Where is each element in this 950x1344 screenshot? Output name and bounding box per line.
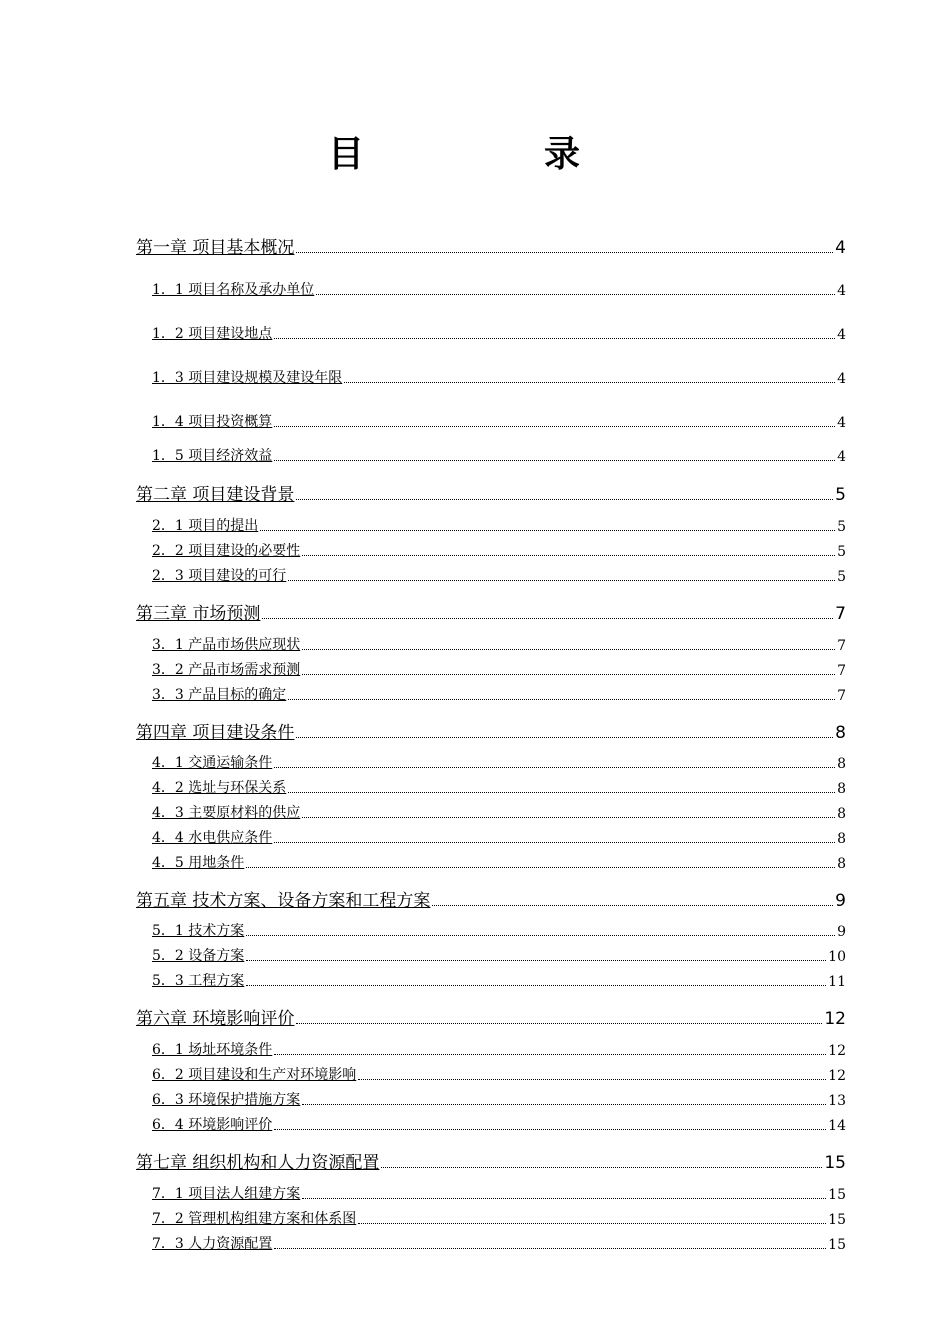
- toc-section-entry[interactable]: [152, 970, 846, 990]
- toc-entry-label: 6．4 环境影响评价: [152, 1117, 273, 1133]
- toc-dot-leader: [296, 499, 833, 500]
- toc-entry-label: 第四章 项目建设条件: [136, 723, 295, 743]
- toc-page-number: 4: [837, 371, 846, 387]
- toc-dot-leader: [358, 1079, 826, 1080]
- toc-dot-leader: [262, 618, 833, 619]
- toc-section-entry[interactable]: [152, 1064, 846, 1084]
- toc-entry-label: 7．1 项目法人组建方案: [152, 1186, 301, 1202]
- toc-page-number: 15: [824, 1153, 846, 1173]
- toc-dot-leader: [274, 1129, 826, 1130]
- toc-entry-label: 第二章 项目建设背景: [136, 485, 295, 505]
- toc-entry-label: 第五章 技术方案、设备方案和工程方案: [136, 891, 431, 911]
- toc-section-entry[interactable]: [152, 684, 846, 704]
- toc-section-entry[interactable]: [152, 1114, 846, 1134]
- toc-dot-leader: [302, 1104, 826, 1105]
- toc-dot-leader: [302, 555, 835, 556]
- toc-section-entry[interactable]: [152, 515, 846, 535]
- toc-dot-leader: [316, 294, 835, 295]
- toc-section-entry[interactable]: [152, 777, 846, 797]
- toc-entry-label: 第七章 组织机构和人力资源配置: [136, 1153, 380, 1173]
- toc-chapter-entry[interactable]: [136, 1004, 846, 1029]
- toc-dot-leader: [296, 1023, 822, 1024]
- toc-dot-leader: [288, 792, 835, 793]
- toc-dot-leader: [288, 580, 835, 581]
- toc-section-entry[interactable]: [152, 852, 846, 872]
- toc-section-entry[interactable]: [152, 752, 846, 772]
- toc-dot-leader: [381, 1167, 822, 1168]
- toc-dot-leader: [274, 842, 835, 843]
- toc-entry-label: 3．1 产品市场供应现状: [152, 637, 301, 653]
- toc-page-number: 8: [837, 831, 846, 847]
- toc-entry-label: 第三章 市场预测: [136, 604, 261, 624]
- toc-dot-leader: [288, 699, 835, 700]
- toc-section-entry[interactable]: [152, 920, 846, 940]
- toc-section-entry[interactable]: [152, 323, 846, 343]
- toc-page-number: 15: [828, 1237, 846, 1253]
- toc-entry-label: 1．5 项目经济效益: [152, 448, 273, 464]
- toc-section-entry[interactable]: [152, 279, 846, 299]
- toc-page-number: 14: [828, 1118, 846, 1134]
- toc-page-number: 5: [837, 519, 846, 535]
- toc-page-number: 8: [837, 856, 846, 872]
- toc-dot-leader: [246, 935, 835, 936]
- toc-entry-label: 4．1 交通运输条件: [152, 755, 273, 771]
- toc-page-number: 5: [837, 569, 846, 585]
- toc-section-entry[interactable]: [152, 802, 846, 822]
- toc-chapter-entry[interactable]: [136, 599, 846, 624]
- toc-section-entry[interactable]: [152, 659, 846, 679]
- toc-section-entry[interactable]: [152, 1089, 846, 1109]
- toc-section-entry[interactable]: [152, 445, 846, 465]
- toc-entry-label: 7．3 人力资源配置: [152, 1236, 273, 1252]
- toc-page-number: 15: [828, 1212, 846, 1228]
- toc-page-number: 13: [828, 1093, 846, 1109]
- toc-page-number: 4: [835, 238, 846, 258]
- toc-dot-leader: [344, 382, 835, 383]
- toc-entry-label: 6．3 环境保护措施方案: [152, 1092, 301, 1108]
- toc-entry-label: 4．4 水电供应条件: [152, 830, 273, 846]
- toc-chapter-entry[interactable]: [136, 233, 846, 258]
- toc-page-number: 12: [828, 1043, 846, 1059]
- toc-dot-leader: [260, 530, 835, 531]
- toc-entry-label: 5．2 设备方案: [152, 948, 245, 964]
- toc-dot-leader: [274, 1054, 826, 1055]
- toc-section-entry[interactable]: [152, 1208, 846, 1228]
- toc-dot-leader: [358, 1223, 826, 1224]
- toc-chapter-entry[interactable]: [136, 886, 846, 911]
- toc-page-number: 9: [835, 891, 846, 911]
- toc-chapter-entry[interactable]: [136, 718, 846, 743]
- toc-page-number: 5: [835, 485, 846, 505]
- toc-section-entry[interactable]: [152, 565, 846, 585]
- toc-section-entry[interactable]: [152, 367, 846, 387]
- toc-section-entry[interactable]: [152, 945, 846, 965]
- toc-page-number: 8: [835, 723, 846, 743]
- toc-entry-label: 1．2 项目建设地点: [152, 326, 273, 342]
- toc-page-number: 5: [837, 544, 846, 560]
- toc-entry-label: 1．1 项目名称及承办单位: [152, 282, 315, 298]
- toc-chapter-entry[interactable]: [136, 480, 846, 505]
- toc-section-entry[interactable]: [152, 411, 846, 431]
- toc-dot-leader: [302, 817, 835, 818]
- toc-dot-leader: [302, 674, 835, 675]
- toc-page-number: 7: [837, 688, 846, 704]
- toc-page-number: 12: [828, 1068, 846, 1084]
- toc-dot-leader: [302, 649, 835, 650]
- toc-dot-leader: [246, 867, 835, 868]
- toc-page-number: 15: [828, 1187, 846, 1203]
- toc-entry-label: 2．3 项目建设的可行: [152, 568, 287, 584]
- toc-dot-leader: [274, 1248, 826, 1249]
- toc-entry-label: 4．3 主要原材料的供应: [152, 805, 301, 821]
- toc-entry-label: 3．3 产品目标的确定: [152, 687, 287, 703]
- toc-section-entry[interactable]: [152, 540, 846, 560]
- toc-entry-label: 1．4 项目投资概算: [152, 414, 273, 430]
- toc-entry-label: 7．2 管理机构组建方案和体系图: [152, 1211, 357, 1227]
- toc-page-number: 10: [828, 949, 846, 965]
- toc-entry-label: 第一章 项目基本概况: [136, 238, 295, 258]
- toc-entry-label: 4．2 选址与环保关系: [152, 780, 287, 796]
- toc-page-number: 4: [837, 327, 846, 343]
- toc-dot-leader: [296, 737, 833, 738]
- toc-page-number: 4: [837, 415, 846, 431]
- toc-dot-leader: [274, 338, 835, 339]
- toc-page-number: 4: [837, 449, 846, 465]
- toc-entry-label: 3．2 产品市场需求预测: [152, 662, 301, 678]
- toc-dot-leader: [432, 905, 833, 906]
- toc-dot-leader: [274, 426, 835, 427]
- toc-entry-label: 5．1 技术方案: [152, 923, 245, 939]
- toc-section-entry[interactable]: [152, 827, 846, 847]
- toc-entry-label: 2．1 项目的提出: [152, 518, 259, 534]
- toc-dot-leader: [274, 460, 835, 461]
- toc-page-number: 8: [837, 756, 846, 772]
- toc-section-entry[interactable]: [152, 634, 846, 654]
- page-title: 目 录: [327, 134, 652, 175]
- toc-entry-label: 2．2 项目建设的必要性: [152, 543, 301, 559]
- toc-entry-label: 第六章 环境影响评价: [136, 1009, 295, 1029]
- toc-entry-label: 6．1 场址环境条件: [152, 1042, 273, 1058]
- toc-dot-leader: [274, 767, 835, 768]
- toc-entry-label: 1．3 项目建设规模及建设年限: [152, 370, 343, 386]
- toc-entry-label: 5．3 工程方案: [152, 973, 245, 989]
- toc-page-number: 11: [828, 974, 846, 990]
- toc-dot-leader: [246, 985, 826, 986]
- toc-section-entry[interactable]: [152, 1039, 846, 1059]
- toc-dot-leader: [302, 1198, 826, 1199]
- toc-chapter-entry[interactable]: [136, 1148, 846, 1173]
- toc-page-number: 8: [837, 806, 846, 822]
- toc-page-number: 7: [837, 638, 846, 654]
- toc-page-number: 8: [837, 781, 846, 797]
- toc-dot-leader: [246, 960, 826, 961]
- toc-page-number: 12: [824, 1009, 846, 1029]
- toc-entry-label: 6．2 项目建设和生产对环境影响: [152, 1067, 357, 1083]
- toc-page-number: 7: [835, 604, 846, 624]
- toc-page-number: 4: [837, 283, 846, 299]
- toc-dot-leader: [296, 252, 833, 253]
- toc-section-entry[interactable]: [152, 1233, 846, 1253]
- toc-page-number: 7: [837, 663, 846, 679]
- toc-entry-label: 4．5 用地条件: [152, 855, 245, 871]
- toc-section-entry[interactable]: [152, 1183, 846, 1203]
- toc-page-number: 9: [837, 924, 846, 940]
